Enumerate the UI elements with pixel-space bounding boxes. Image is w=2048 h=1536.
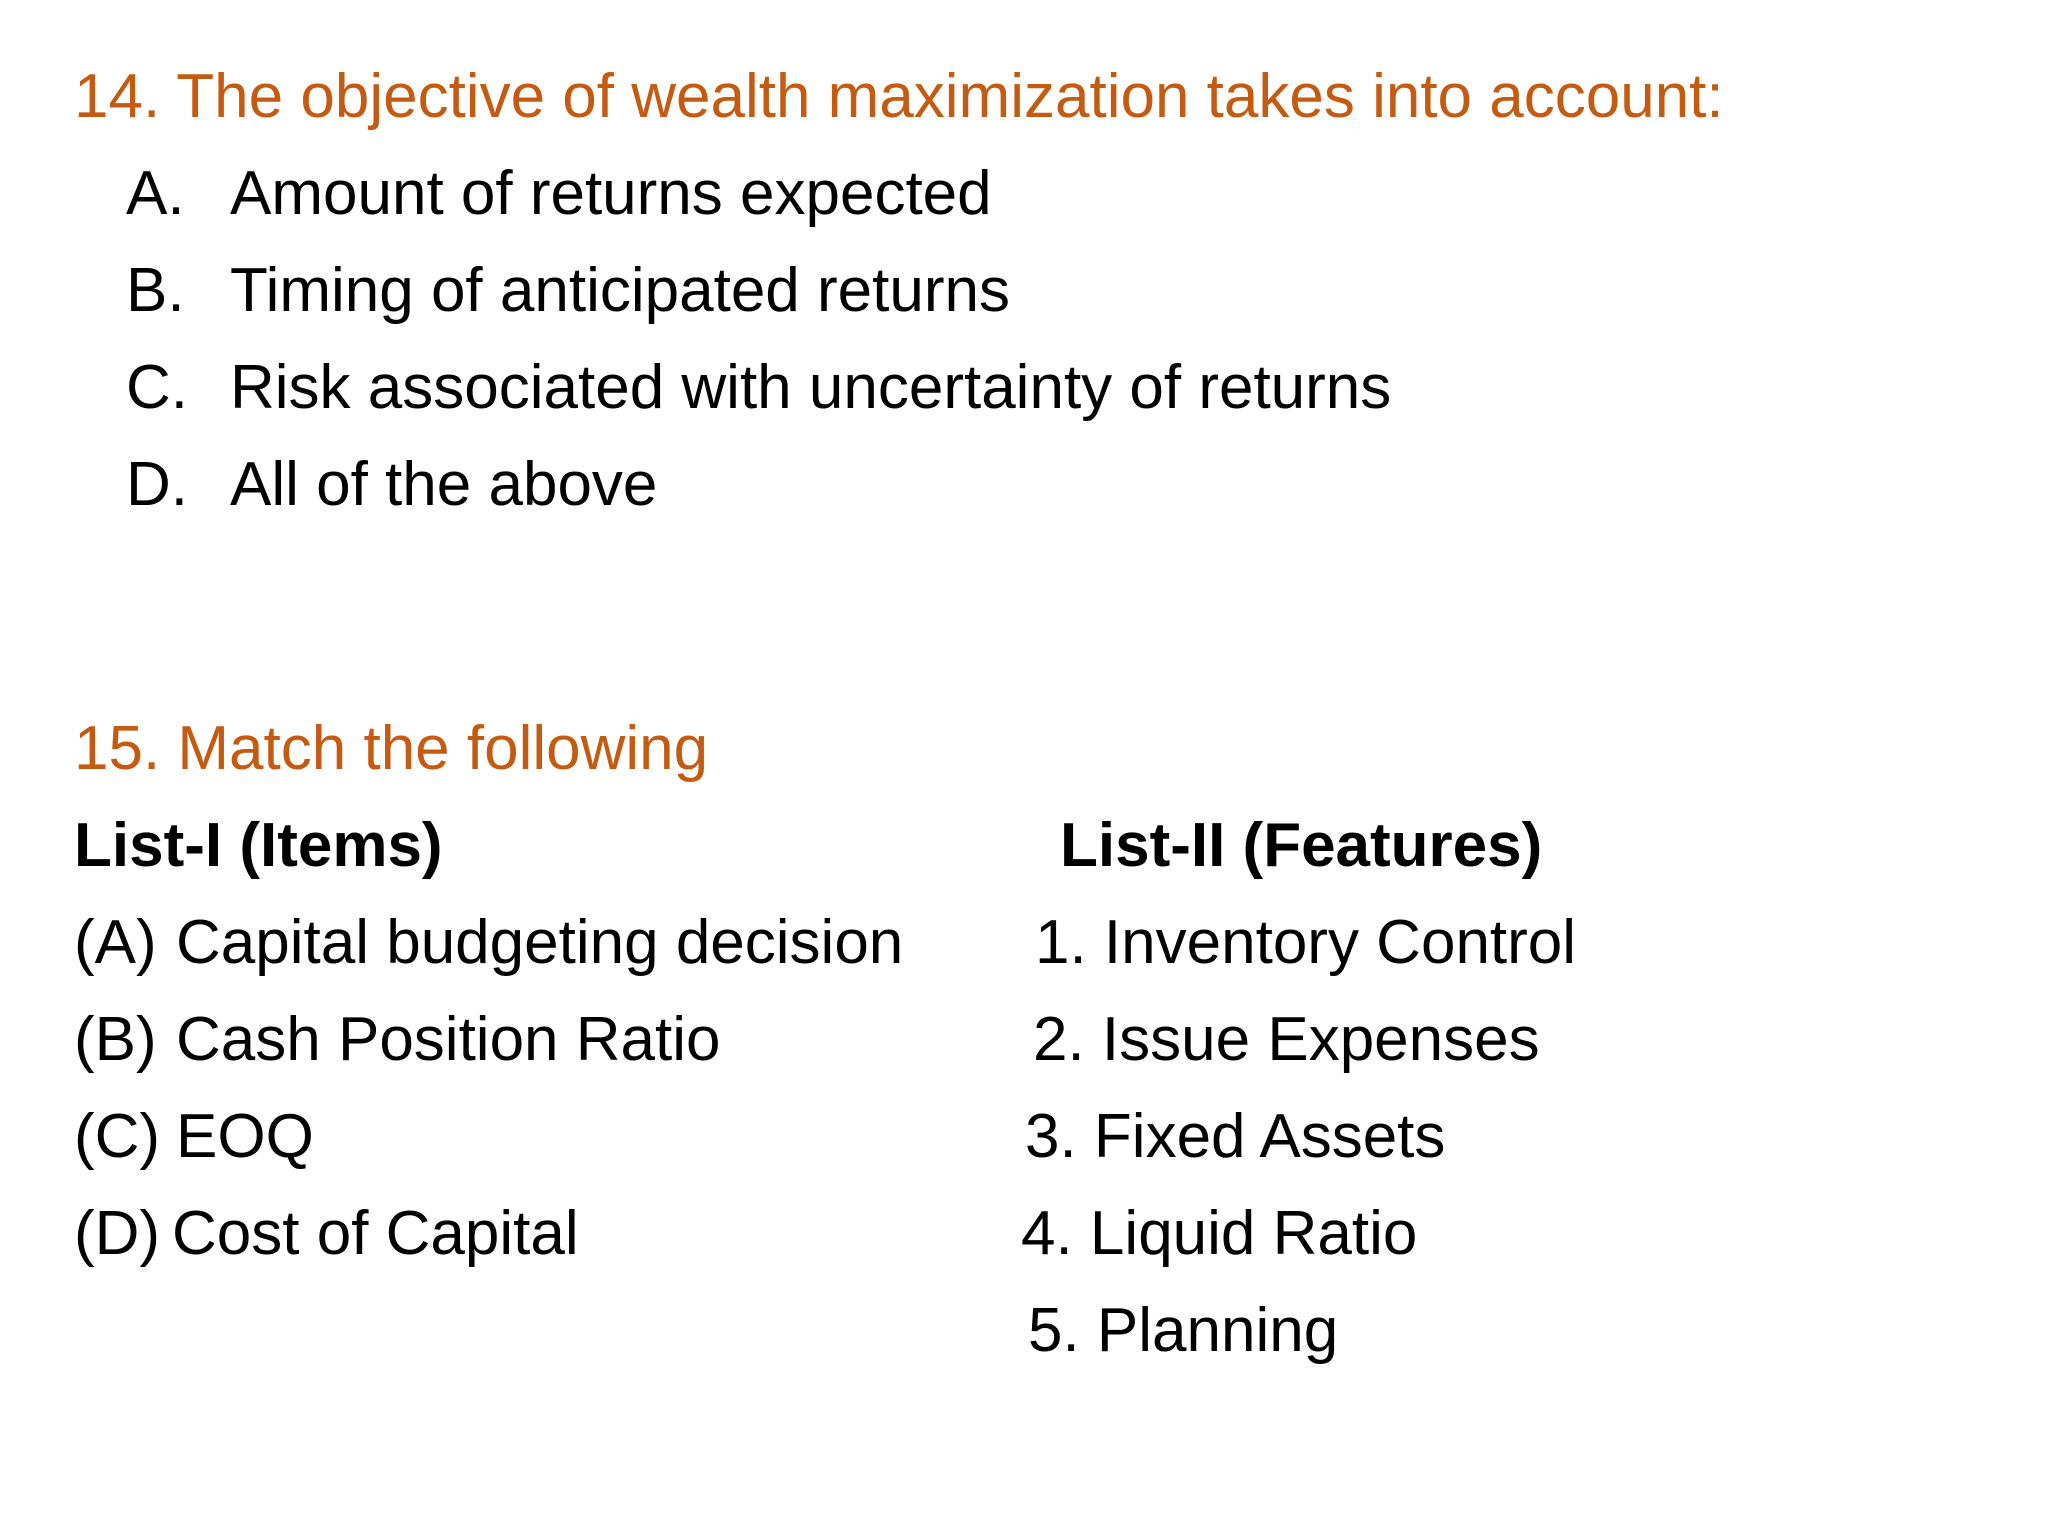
option-letter: A. bbox=[126, 159, 185, 228]
list-2-item-2: 2. Issue Expenses bbox=[1033, 1005, 1540, 1074]
list-2-item-1: 1. Inventory Control bbox=[1035, 908, 1577, 977]
list-1-header: List-I (Items) bbox=[74, 811, 443, 880]
list-item-text: Cost of Capital bbox=[172, 1199, 579, 1268]
option-letter: C. bbox=[126, 353, 188, 422]
list-2-item-4: 4. Liquid Ratio bbox=[1021, 1199, 1418, 1268]
list-2-item-3: 3. Fixed Assets bbox=[1025, 1102, 1446, 1171]
option-text: All of the above bbox=[230, 450, 658, 519]
option-letter: B. bbox=[126, 256, 185, 325]
question-14-heading: 14. The objective of wealth maximization takes into account: bbox=[74, 62, 1724, 131]
list-item-key: (B) bbox=[74, 1005, 157, 1074]
option-text: Timing of anticipated returns bbox=[230, 256, 1010, 325]
list-item-text: Cash Position Ratio bbox=[176, 1005, 721, 1074]
list-2-header: List-II (Features) bbox=[1060, 811, 1543, 880]
list-2-item-5: 5. Planning bbox=[1028, 1296, 1339, 1365]
list-item-key: (A) bbox=[74, 908, 157, 977]
option-letter: D. bbox=[126, 450, 188, 519]
question-15-heading: 15. Match the following bbox=[74, 714, 709, 783]
list-item-text: EOQ bbox=[176, 1102, 314, 1171]
list-item-key: (D) bbox=[74, 1199, 161, 1268]
list-item-key: (C) bbox=[74, 1102, 161, 1171]
list-item-text: Capital budgeting decision bbox=[176, 908, 904, 977]
option-text: Risk associated with uncertainty of returns bbox=[230, 353, 1392, 422]
option-text: Amount of returns expected bbox=[230, 159, 992, 228]
